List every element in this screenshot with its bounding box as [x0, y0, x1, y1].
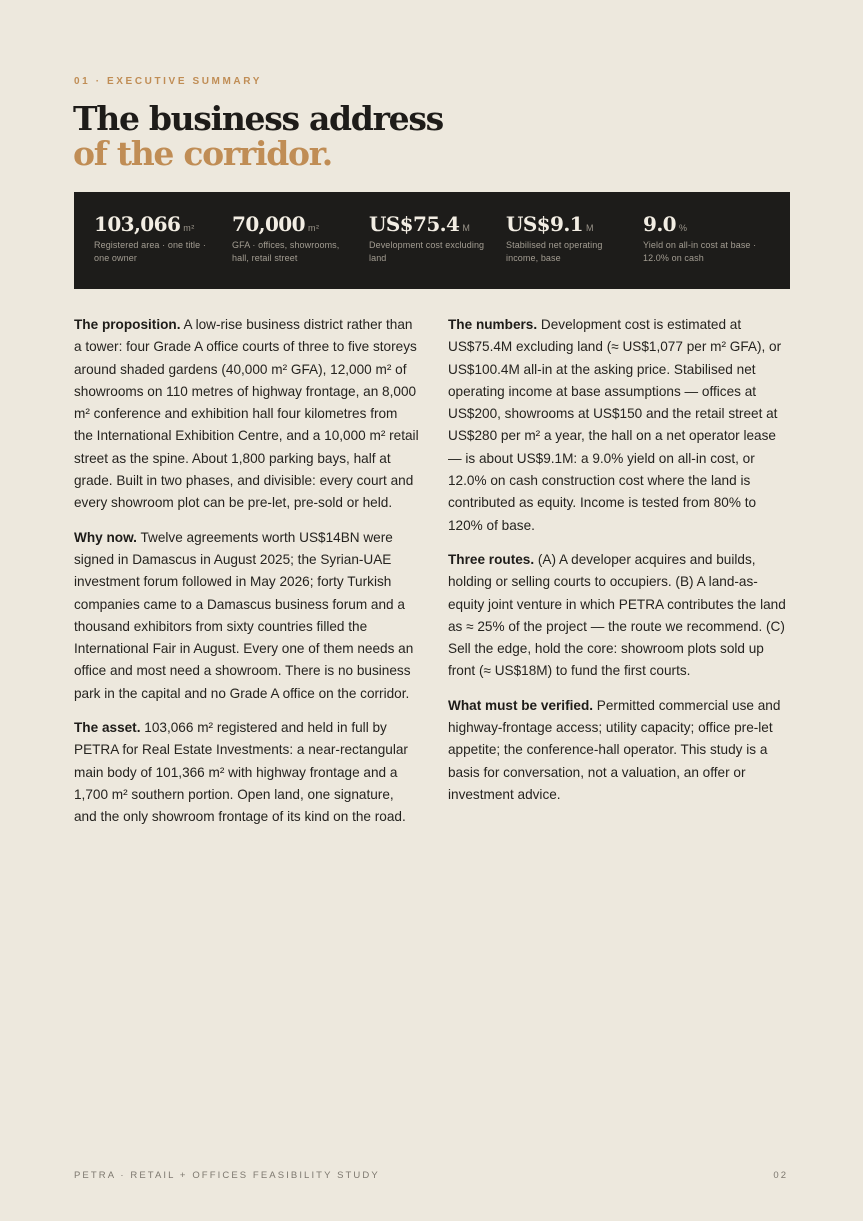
right-text-column	[448, 314, 793, 818]
stat-gfa	[232, 212, 358, 265]
paragraph-body: Twelve agreements worth US$14BN were signed in Damascus in August 2025; the Syrian-UAE investment forum followed in May 2026; forty Turkish companies came to a Damascus business forum and a thousand exhibitors from sixty countries filled the International Fair in August. Every one of them needs an office and most need a showroom. There is no business park in the capital and no Grade A office on the corridor.	[74, 529, 414, 701]
paragraph-verification	[448, 695, 793, 806]
left-text-column	[74, 314, 420, 841]
stat-label: Yield on all-in cost at base · 12.0% on cash	[643, 240, 757, 263]
stat-value-wrap	[643, 212, 769, 236]
stat-yield	[643, 212, 769, 265]
stat-net-operating-income	[506, 212, 632, 265]
paragraph-three-routes	[448, 549, 793, 683]
paragraph-lead: Three routes.	[448, 551, 535, 567]
key-figures-bar	[74, 192, 790, 289]
paragraph-body: 103,066 m² registered and held in full by PETRA for Real Estate Investments: a near-rectangular main body of 101,366 m² with highway frontage and a 1,700 m² southern portion. Open land, one signature, and the only showroom frontage of its kind on the road.	[74, 720, 408, 825]
stat-unit: m²	[183, 223, 195, 233]
stat-label: Stabilised net operating income, base	[506, 240, 603, 263]
section-eyebrow: 01 · EXECUTIVE SUMMARY	[74, 76, 262, 87]
stat-development-cost	[369, 212, 495, 265]
paragraph-asset	[74, 717, 420, 828]
stat-value-wrap	[94, 212, 220, 236]
paragraph-lead: Why now.	[74, 529, 137, 545]
stat-value-wrap	[369, 212, 495, 236]
headline-line-1: The business address	[73, 99, 443, 138]
stat-unit: m²	[307, 223, 320, 233]
stat-unit: %	[679, 223, 688, 233]
stat-value: US$9.1	[506, 212, 583, 236]
paragraph-body: Permitted commercial use and highway-frontage access; utility capacity; office pre-let appetite; the conference-hall operator. This study is a basis for conversation, not a valuation, an offer or investment advice.	[448, 697, 781, 802]
stat-value: 70,000	[232, 212, 305, 236]
stat-value: 9.0	[643, 212, 676, 236]
stat-registered-area	[94, 212, 220, 265]
stat-label: Registered area · one title · one owner	[94, 240, 206, 263]
paragraph-body: (A) A developer acquires and builds, holding or selling courts to occupiers. (B) A land-as-equity joint venture in which PETRA contributes the land as ≈ 25% of the project — the route we recommend. (C) Sell the edge, hold the core: showroom plots sold up front (≈ US$18M) to fund the first courts.	[448, 551, 786, 679]
paragraph-why-now	[74, 527, 420, 705]
stat-value: 103,066	[94, 212, 181, 236]
paragraph-proposition	[74, 314, 420, 515]
paragraph-body: Development cost is estimated at US$75.4M excluding land (≈ US$1,077 per m² GFA), or US$100.4M all-in at the asking price. Stabilised net operating income at base assumptions — offices at US$200, showrooms at US$150 and the retail street at US$280 per m² a year, the hall on a net operator lease — is about US$9.1M: a 9.0% yield on all-in cost, or 12.0% on cash construction cost where the land is contributed as equity. Income is tested from 80% to 120% of base.	[448, 317, 782, 533]
stat-value: US$75.4	[369, 212, 460, 236]
stat-label: Development cost excluding land	[369, 240, 485, 263]
stat-unit: M	[586, 223, 594, 233]
stat-label: GFA · offices, showrooms, hall, retail street	[232, 240, 340, 263]
headline-line-2: of the corridor.	[73, 134, 332, 173]
stat-value-wrap	[506, 212, 632, 236]
page-number: 02	[773, 1170, 788, 1181]
stat-value-wrap	[232, 212, 358, 236]
page-headline	[73, 101, 673, 171]
stat-unit: M	[462, 223, 471, 233]
paragraph-lead: The proposition.	[74, 317, 181, 332]
paragraph-body: A low-rise business district rather than a tower: four Grade A office courts of three to five storeys around shaded gardens (40,000 m² GFA), 12,000 m² of showrooms on 110 metres of highway frontage, an 8,000 m² conference and exhibition hall four kilometres from the International Exhibition Centre, and a 10,000 m² retail street as the spine. About 1,800 parking bays, half at grade. Built in two phases, and divisible: every court and every showroom plot can be pre-let, pre-sold or held.	[74, 317, 419, 511]
footer-title: PETRA · RETAIL + OFFICES FEASIBILITY STUDY	[74, 1170, 380, 1181]
paragraph-lead: What must be verified.	[448, 697, 594, 713]
paragraph-numbers	[448, 314, 793, 537]
paragraph-lead: The numbers.	[448, 317, 538, 332]
paragraph-lead: The asset.	[74, 720, 141, 736]
